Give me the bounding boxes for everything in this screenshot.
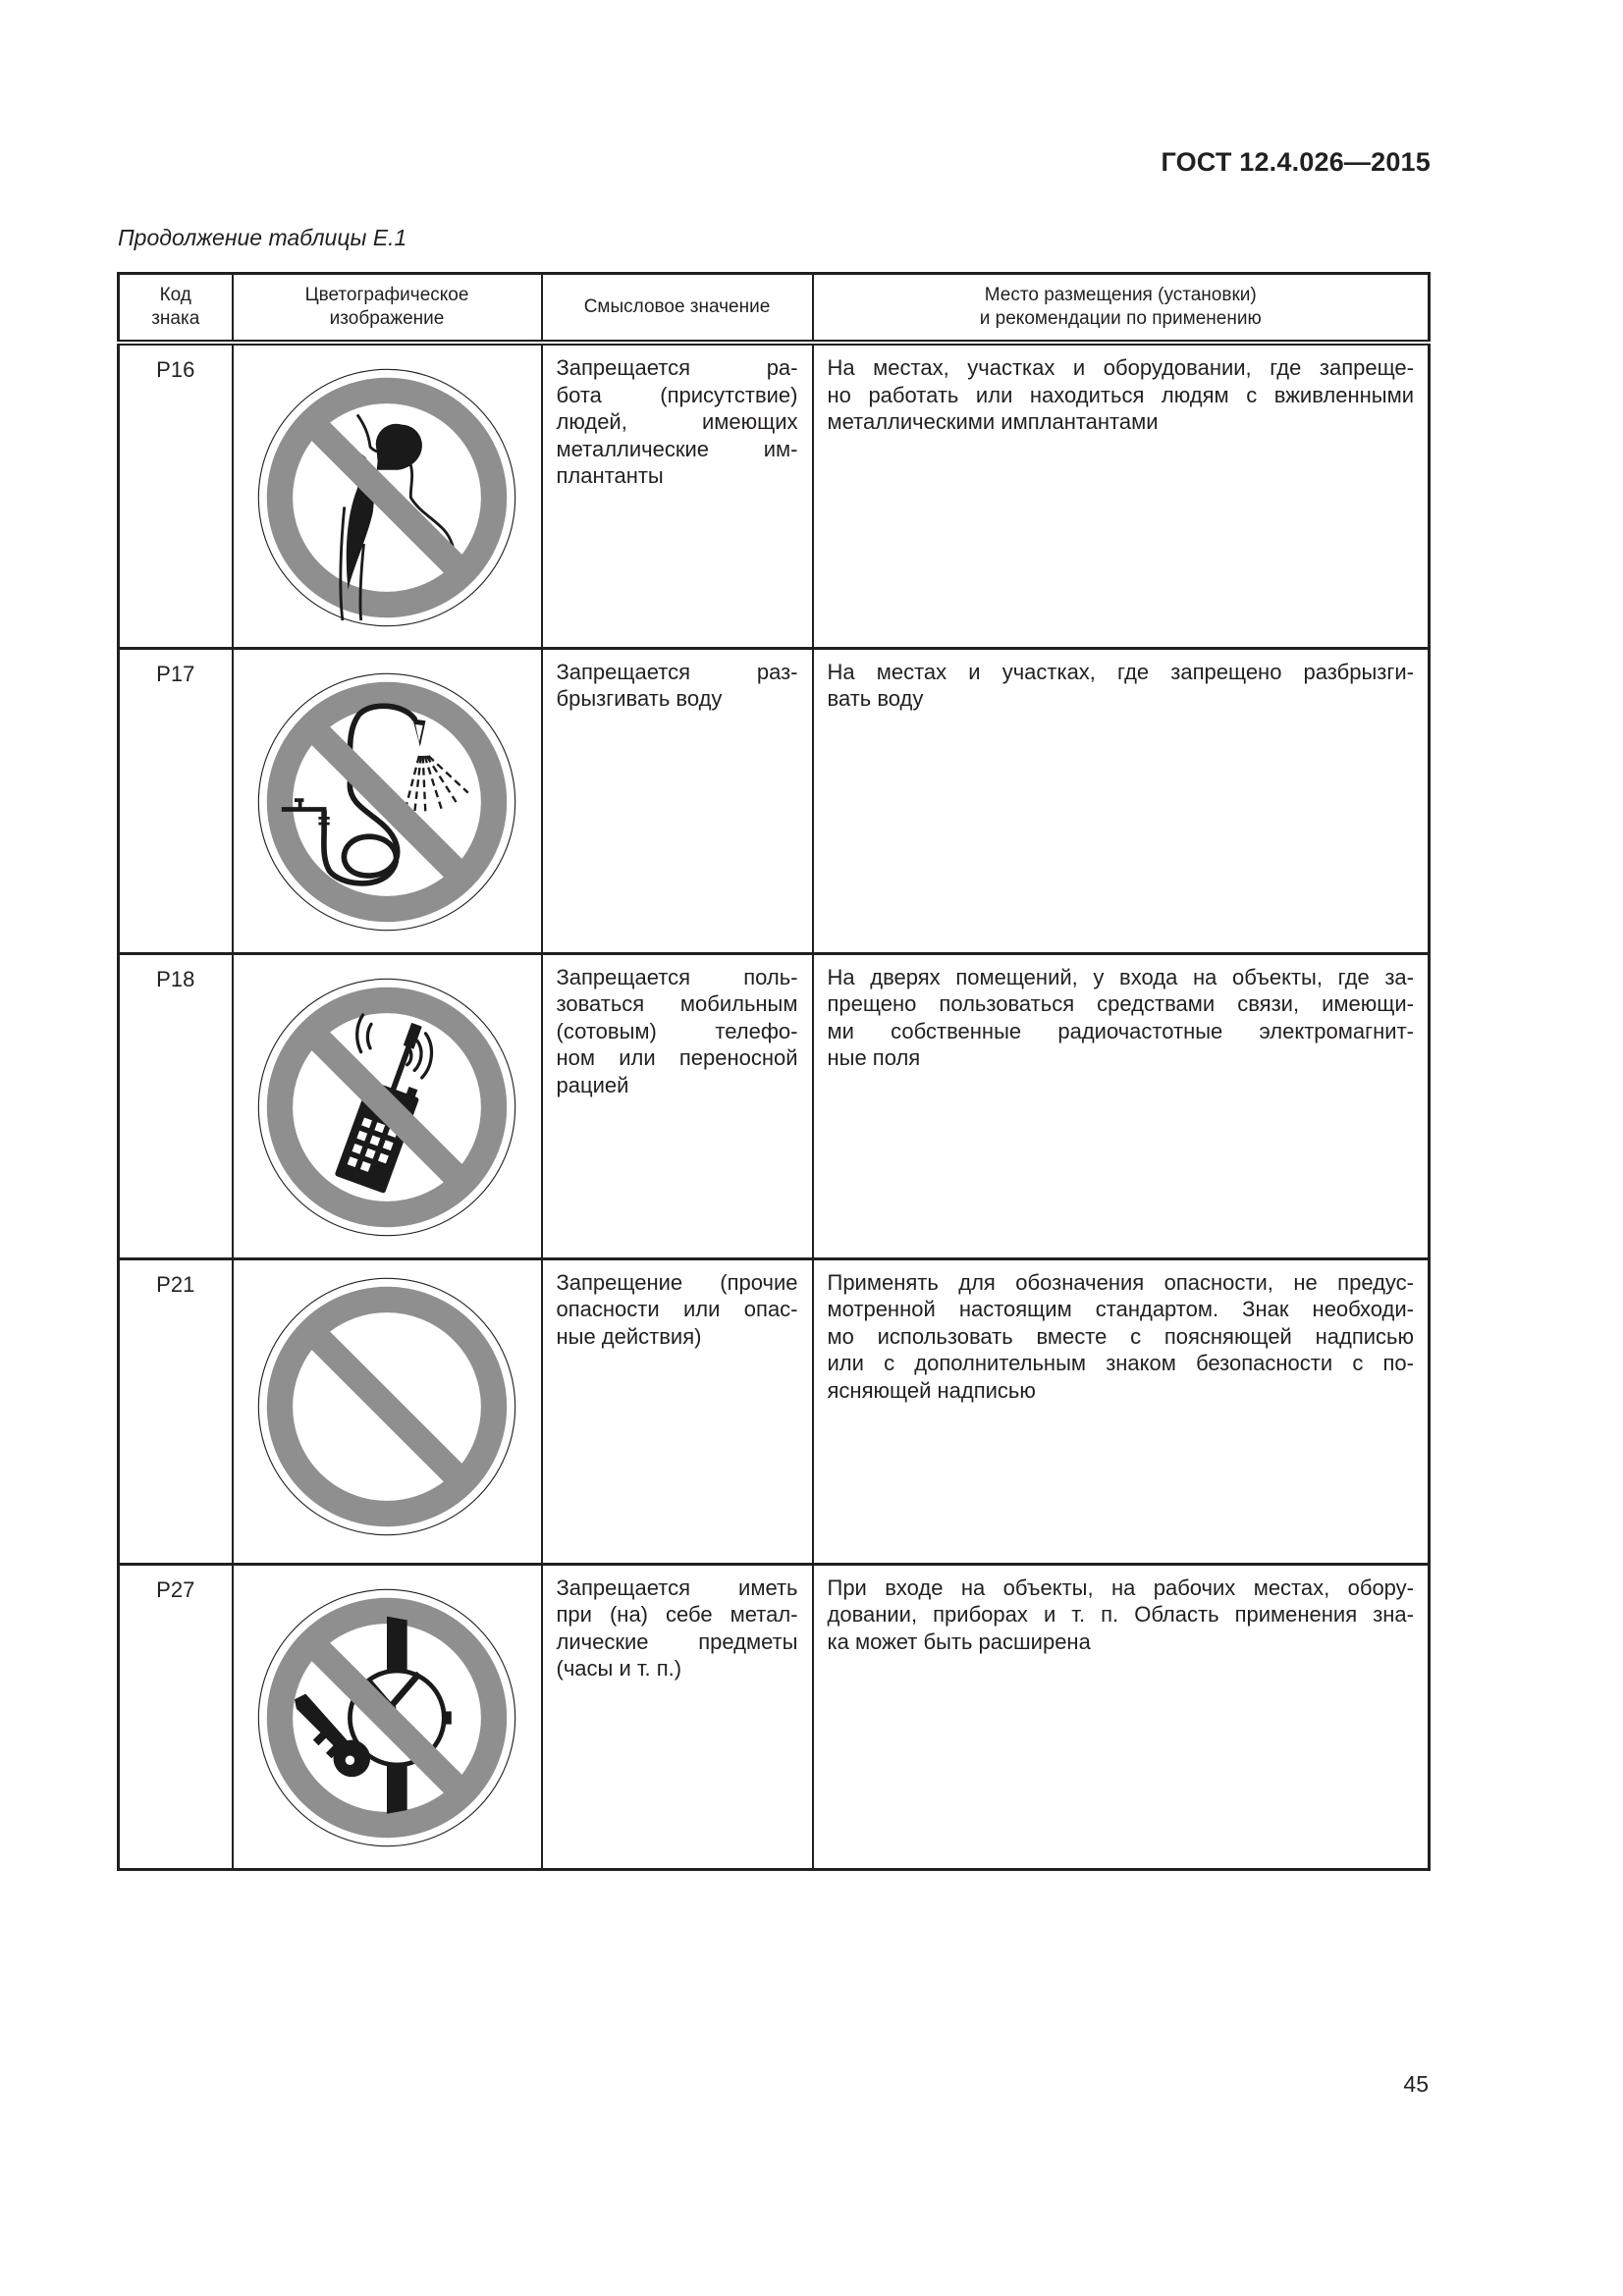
placement-text: ные поля <box>827 1045 921 1070</box>
placement-text: На местах и участках, где запрещено разбрызги- <box>827 659 1414 684</box>
prohibition-signs-table <box>117 272 1431 1871</box>
header-image: Цветографическое изображение <box>233 274 542 344</box>
table-header-row <box>119 274 1430 344</box>
meaning-text: плантанты <box>556 463 664 488</box>
sign-code: P18 <box>119 953 233 1258</box>
header-code: Код знака <box>119 274 233 344</box>
meaning-text: (сотовым) телефо- <box>556 1018 798 1043</box>
placement-text: довании, приборах и т. п. Область применения зна- <box>827 1602 1414 1627</box>
sign-code: P21 <box>119 1258 233 1564</box>
general-prohibition-icon <box>248 1268 525 1545</box>
placement-text: но работать или находиться людям с вживленными <box>827 382 1414 407</box>
table-row <box>119 1258 1430 1564</box>
meaning-text: металлические им- <box>556 436 798 461</box>
meaning-text: опасности или опас- <box>556 1297 798 1321</box>
meaning-text: бота (присутствие) <box>556 382 798 407</box>
meaning-text: ные действия) <box>556 1323 702 1349</box>
placement-text: При входе на объекты, на рабочих местах, обору- <box>827 1575 1414 1600</box>
meaning-text: Запрещается ра- <box>556 355 798 380</box>
placement-text: прещено пользоваться средствами связи, имеющи- <box>827 991 1414 1016</box>
header-placement: Место размещения (установки) и рекомендации по применению <box>813 274 1430 344</box>
meaning-text: ном или переносной <box>556 1045 798 1070</box>
placement-text: или с дополнительным знаком безопасности с по- <box>827 1351 1414 1375</box>
sign-code: P17 <box>119 648 233 953</box>
table-row <box>119 648 1430 953</box>
table-row <box>119 343 1430 648</box>
meaning-text: брызгивать воду <box>556 686 723 711</box>
table-caption: Продолжение таблицы Е.1 <box>118 225 407 250</box>
table-row <box>119 953 1430 1258</box>
no-mobile-phone-icon <box>248 969 525 1246</box>
meaning-text: Запрещение (прочие <box>556 1269 798 1295</box>
placement-text: вать воду <box>827 686 924 711</box>
meaning-text: Запрещается иметь <box>556 1575 798 1600</box>
meaning-text: Запрещается поль- <box>556 964 798 989</box>
meaning-text: людей, имеющих <box>556 409 798 434</box>
placement-text: мотренной настоящим стандартом. Знак необходи- <box>827 1297 1414 1321</box>
table-row <box>119 1564 1430 1869</box>
placement-text: ясняющей надписью <box>827 1377 1036 1403</box>
sign-code: P27 <box>119 1564 233 1869</box>
page-number: 45 <box>1403 2071 1429 2097</box>
meaning-text: зоваться мобильным <box>556 991 798 1016</box>
placement-text: ка может быть расширена <box>827 1629 1091 1654</box>
placement-text: На местах, участках и оборудовании, где запреще- <box>827 355 1414 380</box>
placement-text: На дверях помещений, у входа на объекты, где за- <box>827 964 1414 989</box>
placement-text: Применять для обозначения опасности, не предус- <box>827 1269 1414 1295</box>
no-metal-objects-watch-key-icon <box>248 1579 525 1856</box>
meaning-text: (часы и т. п.) <box>556 1656 682 1681</box>
document-code: ГОСТ 12.4.026—2015 <box>1161 147 1431 177</box>
header-meaning: Смысловое значение <box>542 274 813 344</box>
no-water-spraying-icon <box>248 664 525 940</box>
meaning-text: Запрещается раз- <box>556 659 798 684</box>
placement-text: мо использовать вместе с поясняющей надписью <box>827 1323 1414 1349</box>
meaning-text: лические предметы <box>556 1629 798 1654</box>
meaning-text: рацией <box>556 1072 629 1097</box>
meaning-text: при (на) себе метал- <box>556 1602 798 1627</box>
sign-code: P16 <box>119 343 233 648</box>
placement-text: ми собственные радиочастотные электромагнит- <box>827 1018 1414 1043</box>
placement-text: металлическими имплантантами <box>827 409 1159 434</box>
no-metal-implants-icon <box>248 359 525 636</box>
